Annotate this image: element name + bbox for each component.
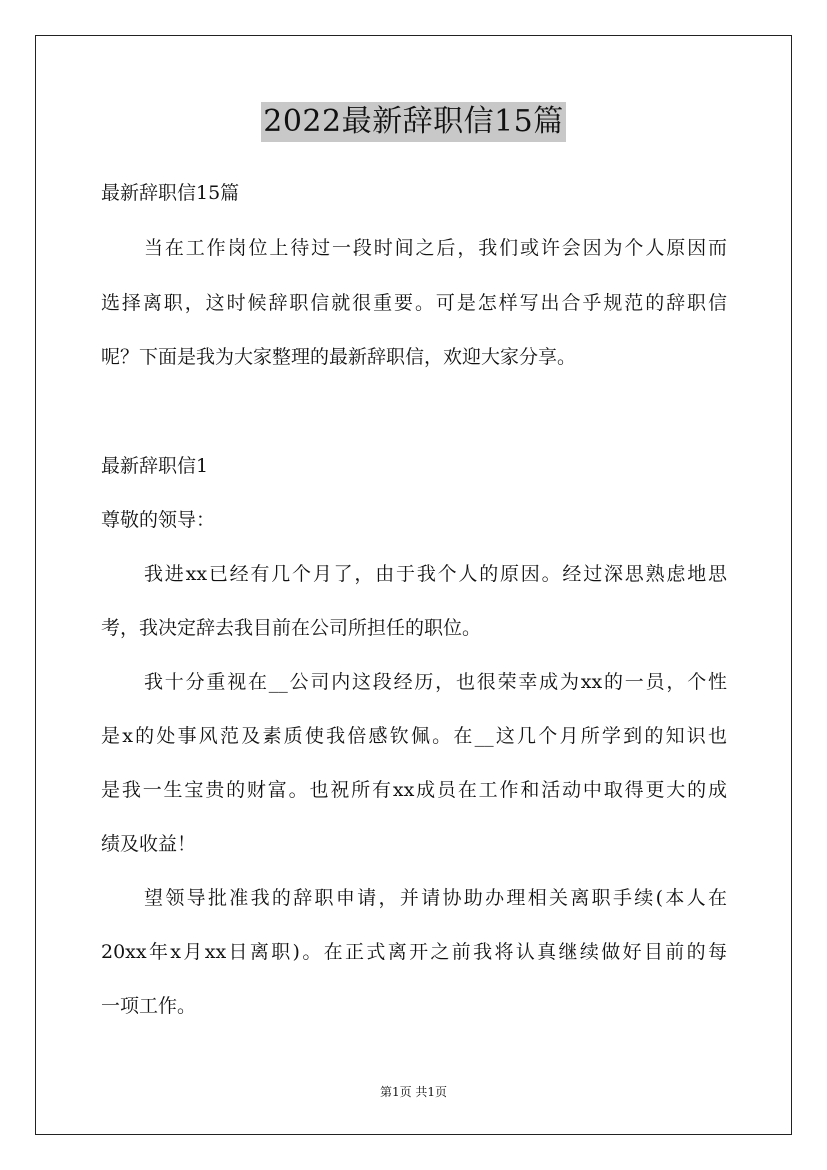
- paragraph-line: 绩及收益！: [101, 833, 197, 855]
- intro-line: 呢？下面是我为大家整理的最新辞职信，欢迎大家分享。: [101, 346, 577, 368]
- paragraph-line: 一项工作。: [101, 995, 197, 1017]
- intro-line: 选择离职，这时候辞职信就很重要。可是怎样写出合乎规范的辞职信: [101, 292, 727, 314]
- document-subtitle: 最新辞职信15篇: [101, 182, 240, 204]
- paragraph-line: 我十分重视在__公司内这段经历，也很荣幸成为xx的一员，个性: [144, 671, 727, 693]
- salutation: 尊敬的领导：: [101, 509, 216, 531]
- paragraph-line: 20xx年x月xx日离职)。在正式离开之前我将认真继续做好目前的每: [101, 941, 727, 963]
- paragraph-line: 是x的处事风范及素质使我倍感钦佩。在__这几个月所学到的知识也: [101, 725, 727, 747]
- document-title: 2022最新辞职信15篇: [261, 102, 566, 142]
- page-footer: 第1页 共1页: [379, 1085, 448, 1099]
- intro-line: 当在工作岗位上待过一段时间之后，我们或许会因为个人原因而: [144, 237, 727, 259]
- title-container: [0, 102, 827, 142]
- paragraph-line: 我进xx已经有几个月了，由于我个人的原因。经过深思熟虑地思: [144, 563, 727, 585]
- letter-heading: 最新辞职信1: [101, 455, 209, 477]
- paragraph-line: 望领导批准我的辞职申请，并请协助办理相关离职手续(本人在: [144, 887, 727, 909]
- paragraph-line: 考，我决定辞去我目前在公司所担任的职位。: [101, 617, 482, 639]
- paragraph-line: 是我一生宝贵的财富。也祝所有xx成员在工作和活动中取得更大的成: [101, 779, 727, 801]
